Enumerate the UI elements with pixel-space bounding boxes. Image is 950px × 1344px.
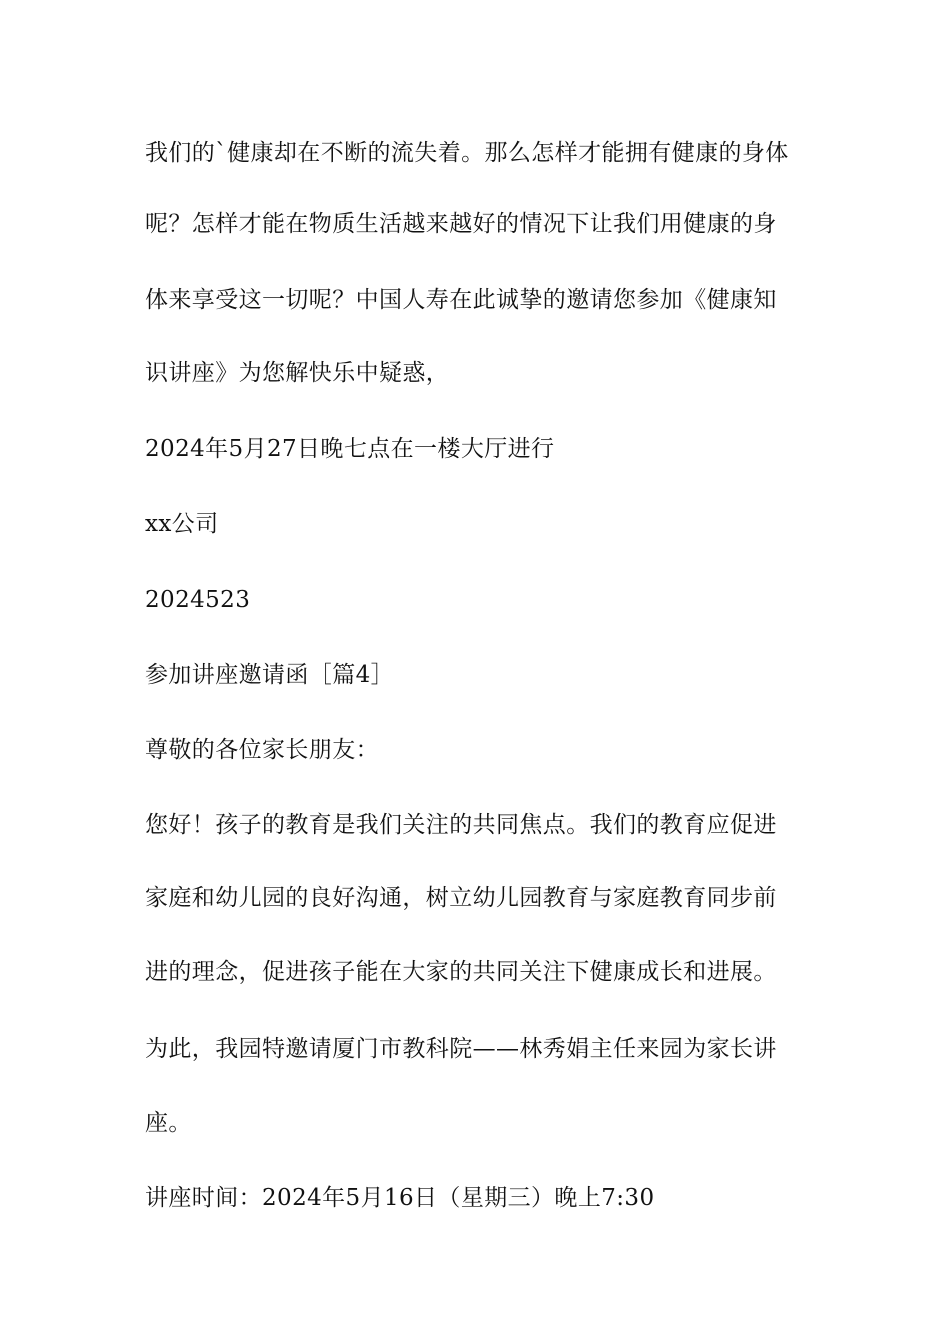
body-text-line: 我们的`健康却在不断的流失着。那么怎样才能拥有健康的身体 [145, 140, 789, 166]
body-text-line: 家庭和幼儿园的良好沟通，树立幼儿园教育与家庭教育同步前 [145, 885, 777, 911]
lecture-time: 讲座时间：2024年5月16日（星期三）晚上7:30 [145, 1185, 655, 1211]
body-text-line: 体来享受这一切呢？中国人寿在此诚挚的邀请您参加《健康知 [145, 287, 777, 313]
date-line: 2024年5月27日晚七点在一楼大厅进行 [145, 436, 555, 462]
body-text-line: 呢？怎样才能在物质生活越来越好的情况下让我们用健康的身 [145, 211, 777, 237]
company-name: xx公司 [145, 511, 219, 537]
body-text-line: 您好！孩子的教育是我们关注的共同焦点。我们的教育应促进 [145, 812, 777, 838]
body-text-line: 识讲座》为您解快乐中疑惑， [145, 360, 450, 386]
salutation: 尊敬的各位家长朋友： [145, 737, 379, 763]
body-text-line: 进的理念，促进孩子能在大家的共同关注下健康成长和进展。 [145, 959, 777, 985]
document-date: 2024523 [145, 587, 251, 613]
body-text-line: 座。 [145, 1110, 192, 1136]
section-heading: 参加讲座邀请函［篇4］ [145, 662, 395, 688]
body-text-line: 为此，我园特邀请厦门市教科院——林秀娟主任来园为家长讲 [145, 1036, 777, 1062]
